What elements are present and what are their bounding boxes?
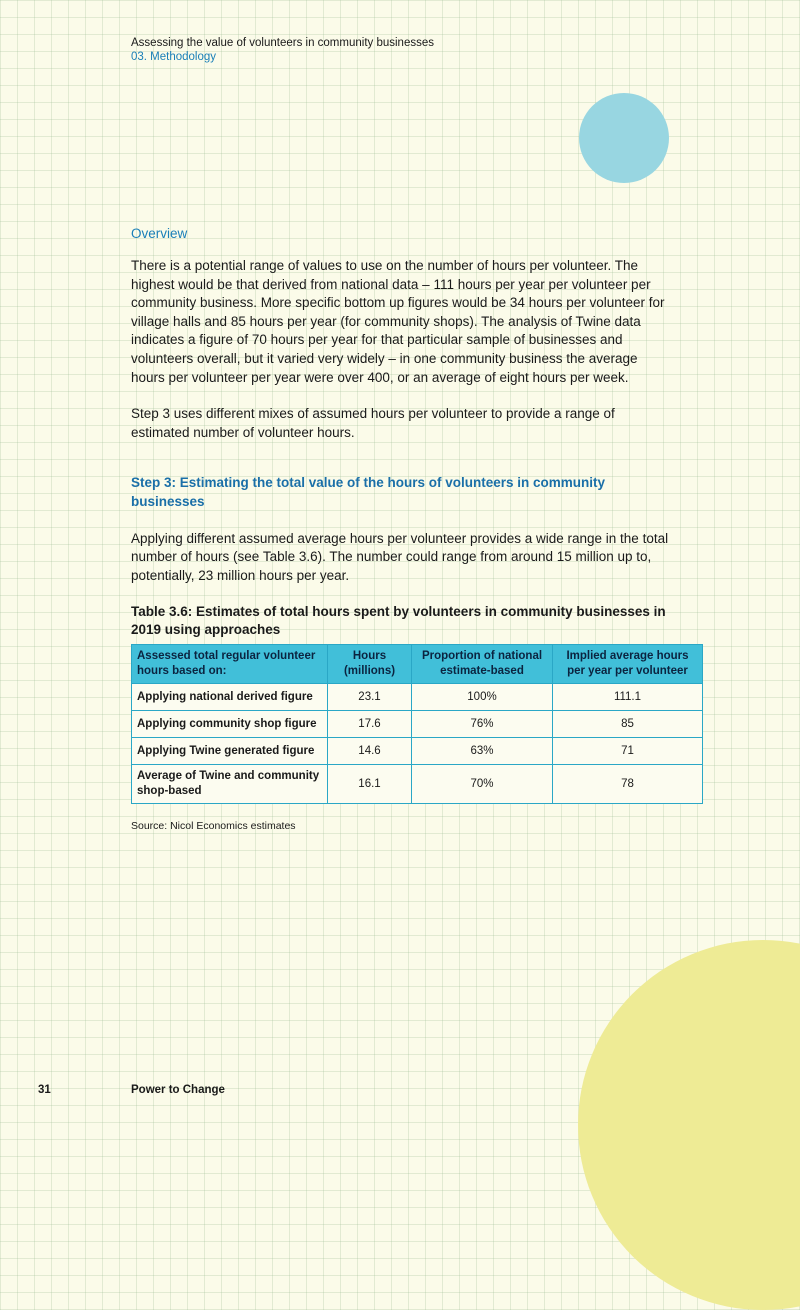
- document-title: Assessing the value of volunteers in community businesses: [131, 37, 434, 49]
- hours-cell: 23.1: [328, 684, 412, 711]
- decorative-blue-circle: [579, 93, 669, 183]
- table-row: [132, 765, 703, 804]
- estimates-table: [131, 644, 703, 804]
- paragraph-step3-intro: Step 3 uses different mixes of assumed hours per volunteer to provide a range of estimated number of volunteer hours.: [131, 406, 615, 440]
- proportion-cell: 63%: [412, 738, 553, 765]
- hours-cell: 16.1: [328, 765, 412, 804]
- overview-heading: Overview: [131, 226, 188, 241]
- implied-hours-cell: 111.1: [553, 684, 703, 711]
- section-title: 03. Methodology: [131, 51, 217, 63]
- proportion-cell: 70%: [412, 765, 553, 804]
- column-header: Proportion of national estimate-based: [412, 645, 553, 684]
- main-content: [131, 226, 689, 833]
- column-header: Implied average hours per year per volunteer: [553, 645, 703, 684]
- page-number: 31: [38, 1084, 51, 1096]
- implied-hours-cell: 71: [553, 738, 703, 765]
- proportion-cell: 76%: [412, 711, 553, 738]
- hours-cell: 17.6: [328, 711, 412, 738]
- row-label: Applying national derived figure: [132, 684, 328, 711]
- implied-hours-cell: 85: [553, 711, 703, 738]
- column-header: Assessed total regular volunteer hours based on:: [132, 645, 328, 684]
- table-source: Source: Nicol Economics estimates: [131, 820, 296, 833]
- hours-cell: 14.6: [328, 738, 412, 765]
- implied-hours-cell: 78: [553, 765, 703, 804]
- row-label: Applying community shop figure: [132, 711, 328, 738]
- column-header: Hours (millions): [328, 645, 412, 684]
- row-label: Average of Twine and community shop-based: [132, 765, 328, 804]
- table-header-row: [132, 645, 703, 684]
- step3-heading: Step 3: Estimating the total value of the hours of volunteers in community businesses: [131, 475, 606, 509]
- row-label: Applying Twine generated figure: [132, 738, 328, 765]
- paragraph-applying: Applying different assumed average hours per volunteer provides a wide range in the total number of hours (see Table 3.6). The number could range from around 15 million up to, potentially, 23 million hours per year.: [131, 530, 669, 583]
- page-header: [131, 36, 434, 64]
- table-title: Table 3.6: Estimates of total hours spent by volunteers in community businesses in 2019 using approaches: [131, 604, 666, 637]
- footer-brand: Power to Change: [131, 1084, 225, 1096]
- table-row: [132, 711, 703, 738]
- table-row: [132, 684, 703, 711]
- paragraph-hours-range: There is a potential range of values to use on the number of hours per volunteer. The highest would be that derived from national data – 111 hours per year per volunteer per community business. More specific bottom up figures would be 34 hours per volunteer for village halls and 85 hours per year (for community shops). The analysis of Twine data indicates a figure of 70 hours per year for that particular sample of businesses and volunteers overall, but it varied very widely – in one community business the average hours per volunteer per year were over 400, or an average of eight hours per week.: [131, 258, 665, 385]
- decorative-yellow-circle: [578, 940, 800, 1310]
- table-row: [132, 738, 703, 765]
- proportion-cell: 100%: [412, 684, 553, 711]
